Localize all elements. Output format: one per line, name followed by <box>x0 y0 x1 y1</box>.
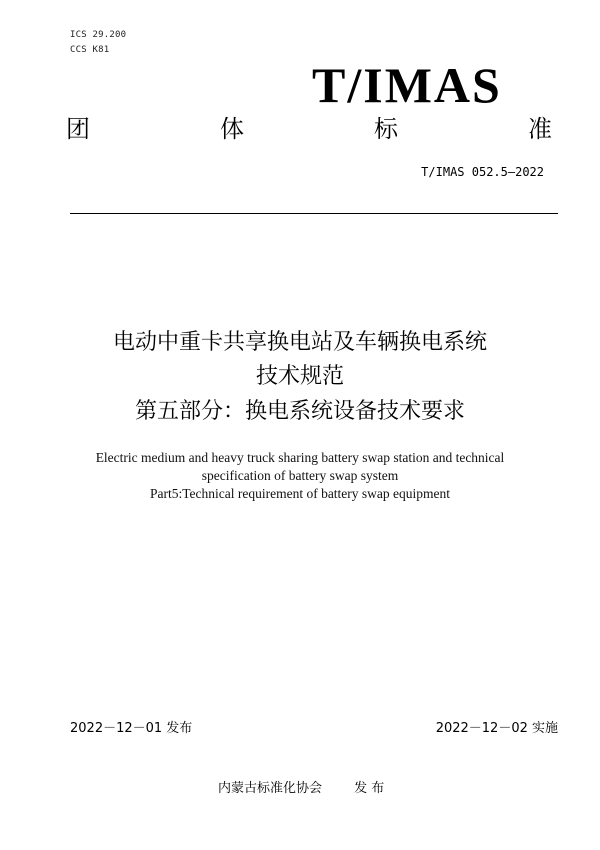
standard-logo: T/IMAS <box>312 57 502 113</box>
title-en-line1: Electric medium and heavy truck sharing battery swap station and technical <box>95 450 505 465</box>
title-cn-line1: 电动中重卡共享换电站及车辆换电系统 <box>112 330 487 355</box>
publisher-name: 内蒙古标准化协会 <box>218 781 323 796</box>
ccs-code: CCS K81 <box>70 45 110 55</box>
standard-type <box>66 117 552 141</box>
standard-type-char: 标 <box>374 115 398 143</box>
title-cn-line2: 技术规范 <box>255 364 344 389</box>
publisher-action: 发 布 <box>354 781 385 796</box>
title-en-line2: specification of battery swap system <box>201 468 399 483</box>
publisher-line <box>218 777 384 796</box>
standard-type-char: 准 <box>528 115 552 143</box>
implement-date: 2022－12－02 实施 <box>435 721 558 736</box>
title-cn-line3: 第五部分：换电系统设备技术要求 <box>134 399 465 424</box>
header-divider <box>70 213 558 214</box>
title-en-line3: Part5:Technical requirement of battery swap equipment <box>149 486 451 501</box>
standard-type-char: 体 <box>220 115 244 143</box>
standard-number: T/IMAS 052.5—2022 <box>421 165 544 179</box>
standard-type-char: 团 <box>66 115 90 143</box>
publish-date: 2022－12－01 发布 <box>70 721 193 736</box>
ics-code: ICS 29.200 <box>70 30 127 40</box>
